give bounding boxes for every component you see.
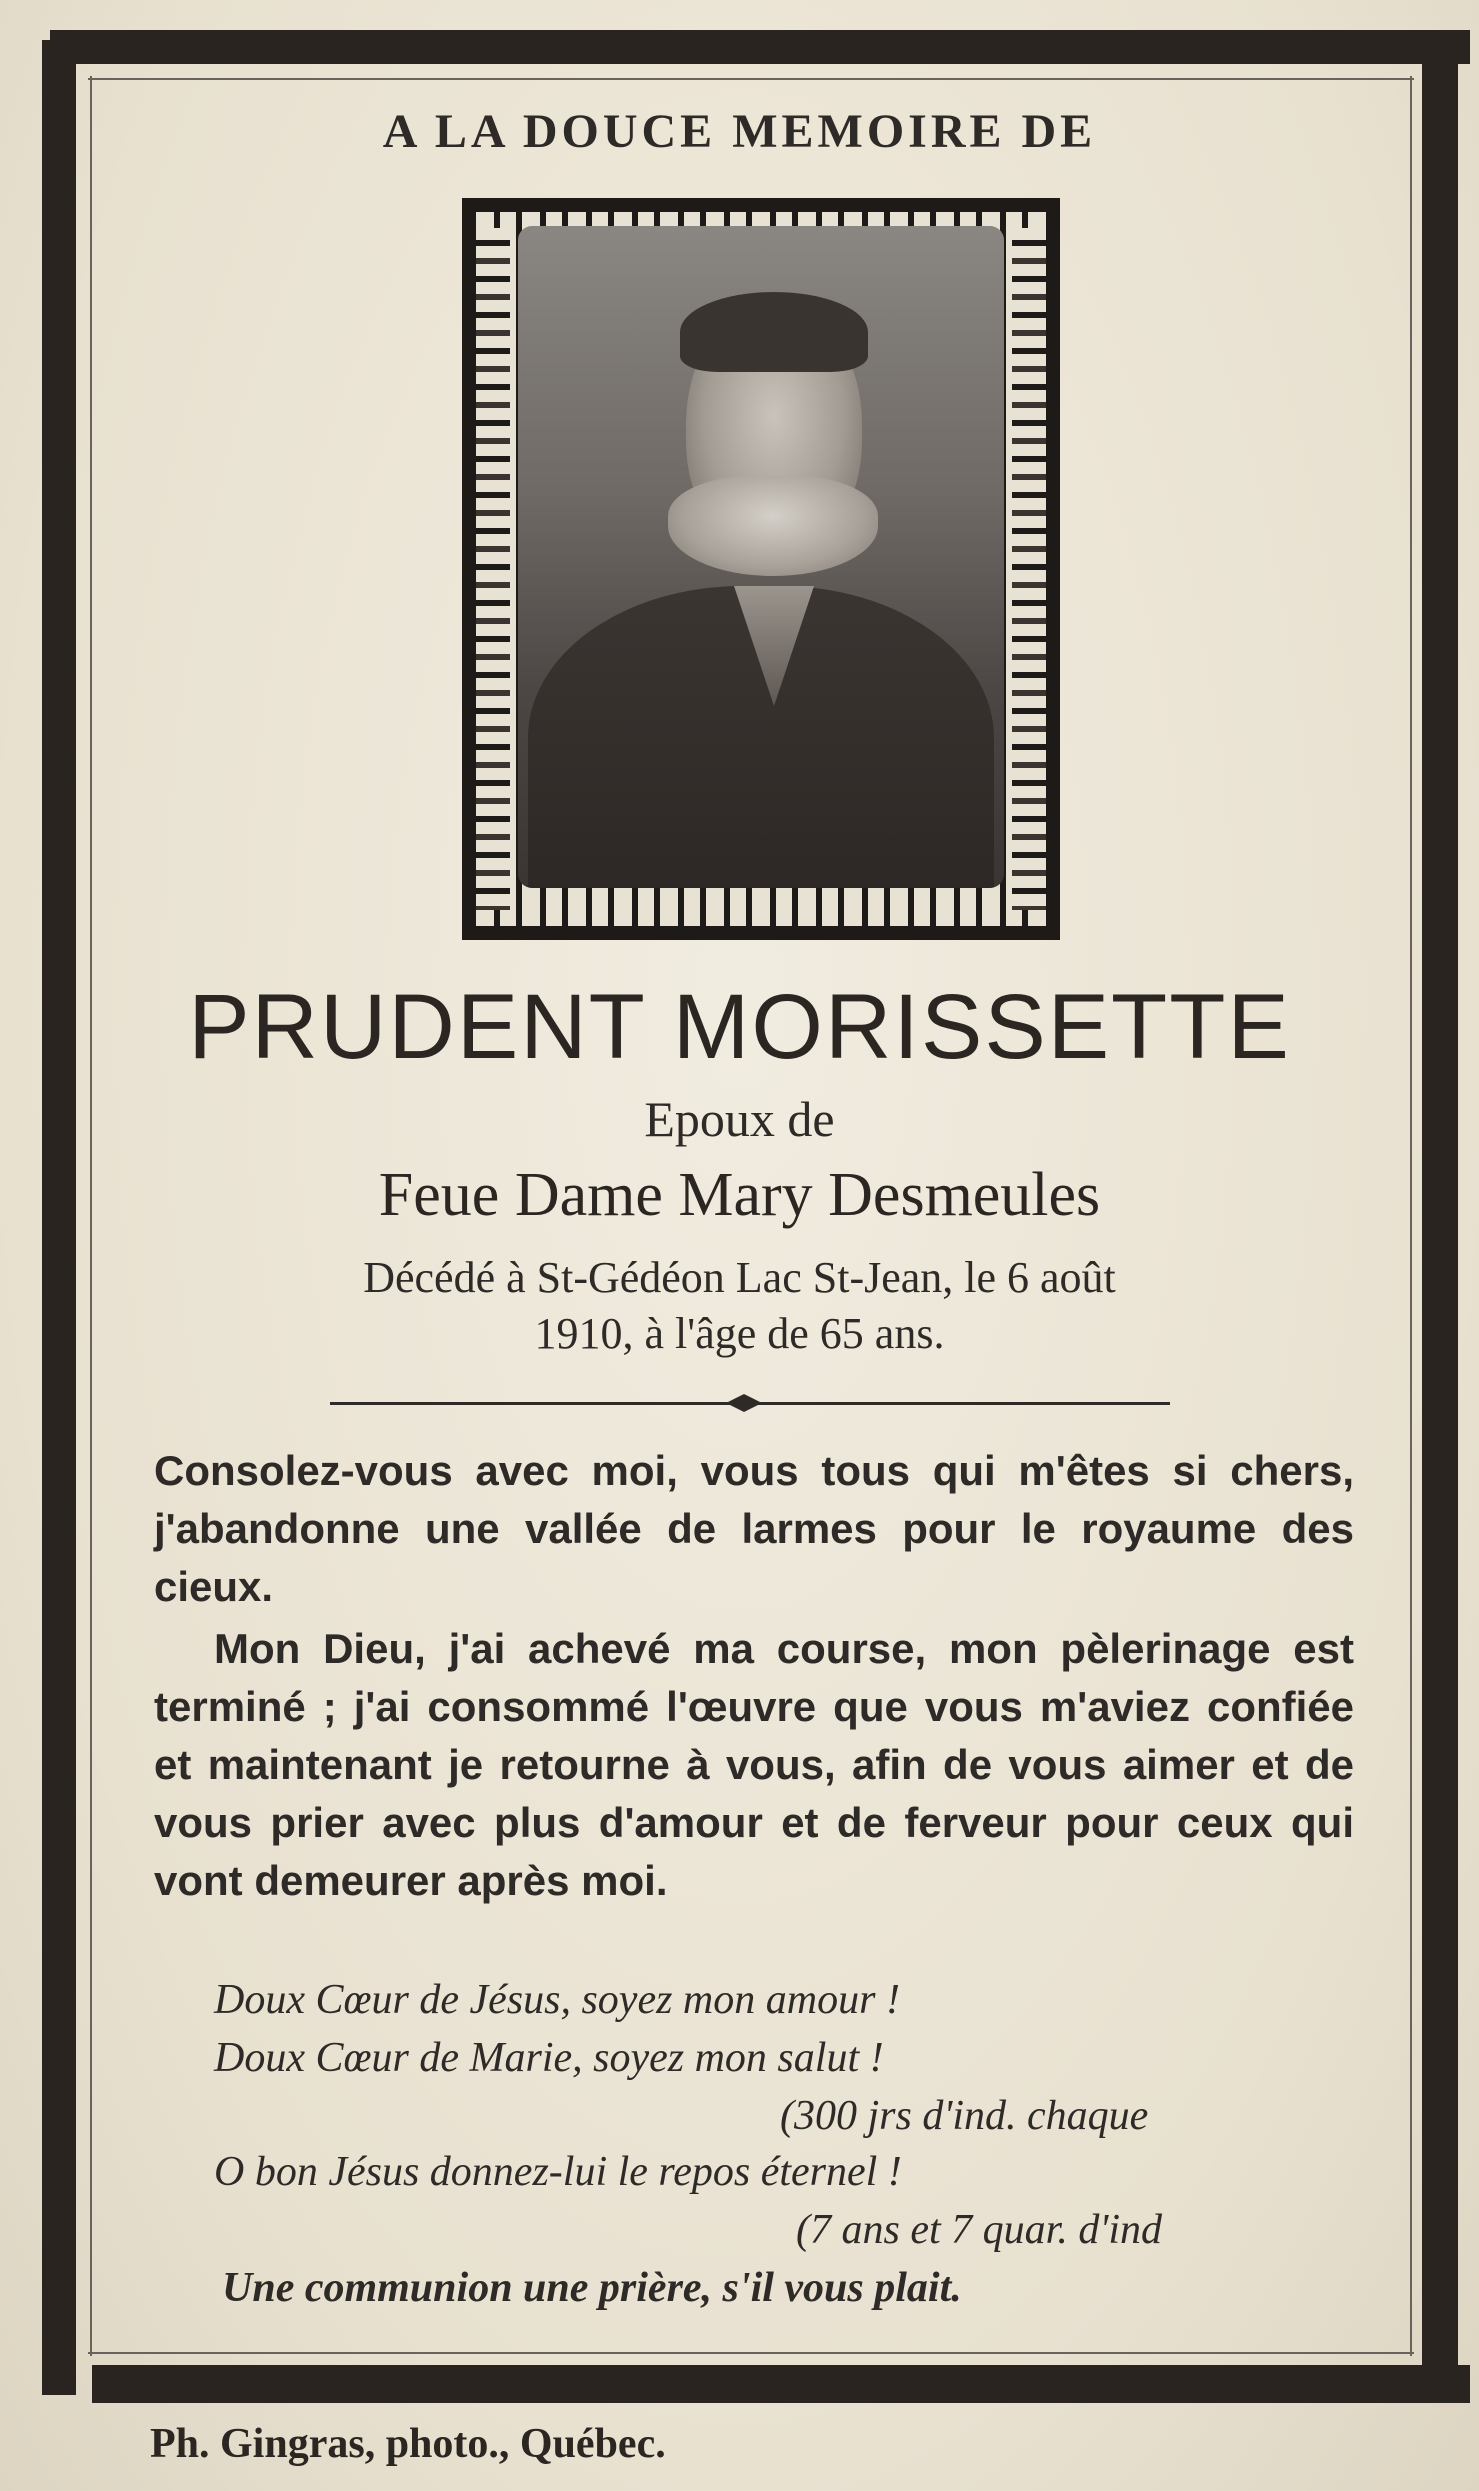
consolation-paragraph: Consolez-vous avec moi, vous tous qui m'êtes si chers, j'abandonne une vallée de larmes pour le royaume des cieux. [154,1447,1354,1610]
portrait-beard [668,476,878,576]
border-bottom [92,2365,1470,2403]
prayer-line-1: Doux Cœur de Jésus, soyez mon amour ! [214,1977,900,2023]
prayer-line-3: O bon Jésus donnez-lui le repos éternel ! [214,2149,902,2195]
prayer-line-2: Doux Cœur de Marie, soyez mon salut ! [214,2035,884,2081]
death-notice-line1: Décédé à St-Gédéon Lac St-Jean, le 6 août [363,1253,1116,1302]
inner-rule-top [88,78,1414,80]
indulgence-line-1: (300 jrs d'ind. chaque [780,2093,1149,2139]
epoux-label: Epoux de [644,1091,835,1147]
portrait-photo [518,226,1004,888]
portrait-frame [462,198,1060,940]
frame-ornament-right [1012,228,1046,910]
portrait-hair [680,292,868,372]
border-top [50,30,1470,64]
memorial-header: A LA DOUCE MEMOIRE DE [382,105,1097,158]
divider-ornament [726,1394,762,1412]
prayer-line-4: Une communion une prière, s'il vous plait. [222,2265,962,2311]
deceased-name: PRUDENT MORISSETTE [188,976,1291,1078]
death-notice [0,1250,1479,1362]
prayer-paragraph: Mon Dieu, j'ai achevé ma course, mon pèlerinage est terminé ; j'ai consommé l'œuvre que vous m'aviez confiée et maintenant je retourne à vous, afin de vous aimer et de vous prier avec plus d'amour et de ferveur pour ceux qui vont demeurer après moi. [154,1625,1354,1904]
frame-ornament-left [476,228,510,910]
inner-rule-bottom [88,2352,1414,2354]
death-notice-line2: 1910, à l'âge de 65 ans. [534,1309,945,1358]
spouse-name: Feue Dame Mary Desmeules [378,1161,1101,1229]
photographer-credit: Ph. Gingras, photo., Québec. [150,2421,666,2467]
indulgence-line-2: (7 ans et 7 quar. d'ind [796,2207,1162,2253]
